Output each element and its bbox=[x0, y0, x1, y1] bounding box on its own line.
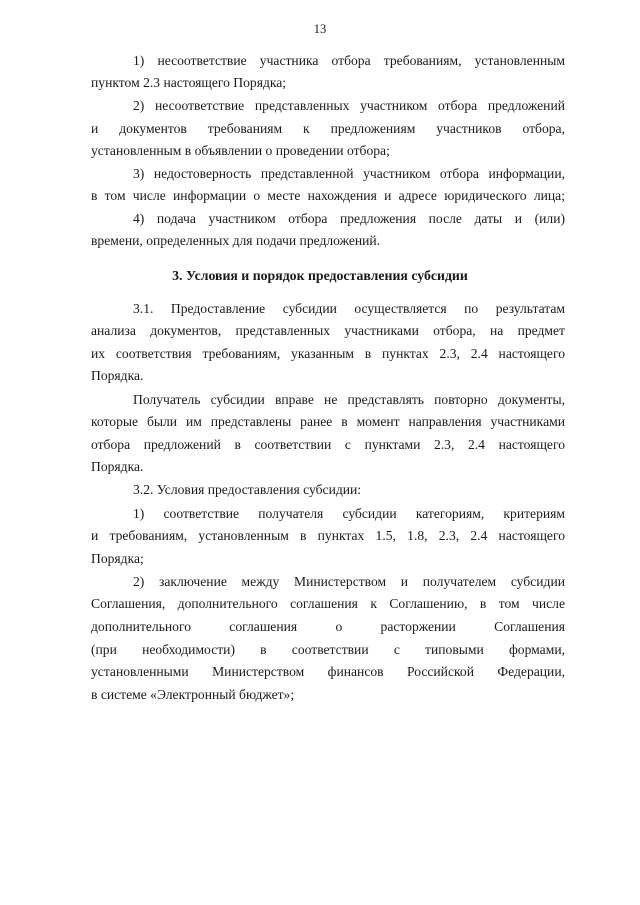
para-3-1-line-1: 3.1. Предоставление субсидии осуществляется по результатам bbox=[133, 301, 565, 316]
cond-2-line-6: в системе «Электронный бюджет»; bbox=[91, 687, 295, 702]
cond-1-line-2: и требованиям, установленным в пунктах 1.5, 1.8, 2.3, 2.4 настоящего bbox=[91, 528, 565, 543]
para-3-1-line-2: анализа документов, представленных участниками отбора, на предмет bbox=[91, 323, 565, 338]
cond-2-line-3: дополнительного соглашения о расторжении Соглашения bbox=[91, 619, 565, 634]
page-number: 13 bbox=[313, 22, 327, 36]
para-3-1-line-3: их соответствия требованиям, указанным в пунктах 2.3, 2.4 настоящего bbox=[91, 346, 565, 361]
cond-2-line-5: установленными Министерством финансов Российской Федерации, bbox=[91, 664, 565, 679]
section-heading: 3. Условия и порядок предоставления субсидии bbox=[172, 268, 468, 283]
item-3-line-2: в том числе информации о месте нахождения и адресе юридического лица; bbox=[91, 188, 565, 203]
cond-1-line-1: 1) соответствие получателя субсидии категориям, критериям bbox=[133, 506, 565, 521]
item-4-line-1: 4) подача участником отбора предложения после даты и (или) bbox=[133, 211, 565, 226]
cond-2-line-1: 2) заключение между Министерством и получателем субсидии bbox=[133, 574, 565, 589]
item-1-line-2: пунктом 2.3 настоящего Порядка; bbox=[91, 75, 287, 90]
item-2-line-3: установленным в объявлении о проведении отбора; bbox=[91, 143, 390, 158]
cond-1-line-3: Порядка; bbox=[91, 551, 144, 566]
item-2-line-2: и документов требованиям к предложениям участников отбора, bbox=[91, 121, 565, 136]
item-2-line-1: 2) несоответствие представленных участником отбора предложений bbox=[133, 98, 565, 113]
para-3-1-line-4: Порядка. bbox=[91, 368, 144, 383]
item-4-line-2: времени, определенных для подачи предложений. bbox=[91, 233, 381, 248]
para-recipient-line-2: которые были им представлены ранее в момент направления участниками bbox=[91, 414, 565, 429]
para-3-2-title: 3.2. Условия предоставления субсидии: bbox=[133, 482, 362, 497]
item-1-line-1: 1) несоответствие участника отбора требованиям, установленным bbox=[133, 53, 565, 68]
cond-2-line-4: (при необходимости) в соответствии с типовыми формами, bbox=[91, 642, 565, 657]
cond-2-line-2: Соглашения, дополнительного соглашения к Соглашению, в том числе bbox=[91, 596, 565, 611]
para-recipient-line-4: Порядка. bbox=[91, 459, 144, 474]
item-3-line-1: 3) недостоверность представленной участником отбора информации, bbox=[133, 166, 565, 181]
para-recipient-line-3: отбора предложений в соответствии с пунктами 2.3, 2.4 настоящего bbox=[91, 437, 565, 452]
para-recipient-line-1: Получатель субсидии вправе не представлять повторно документы, bbox=[133, 392, 565, 407]
